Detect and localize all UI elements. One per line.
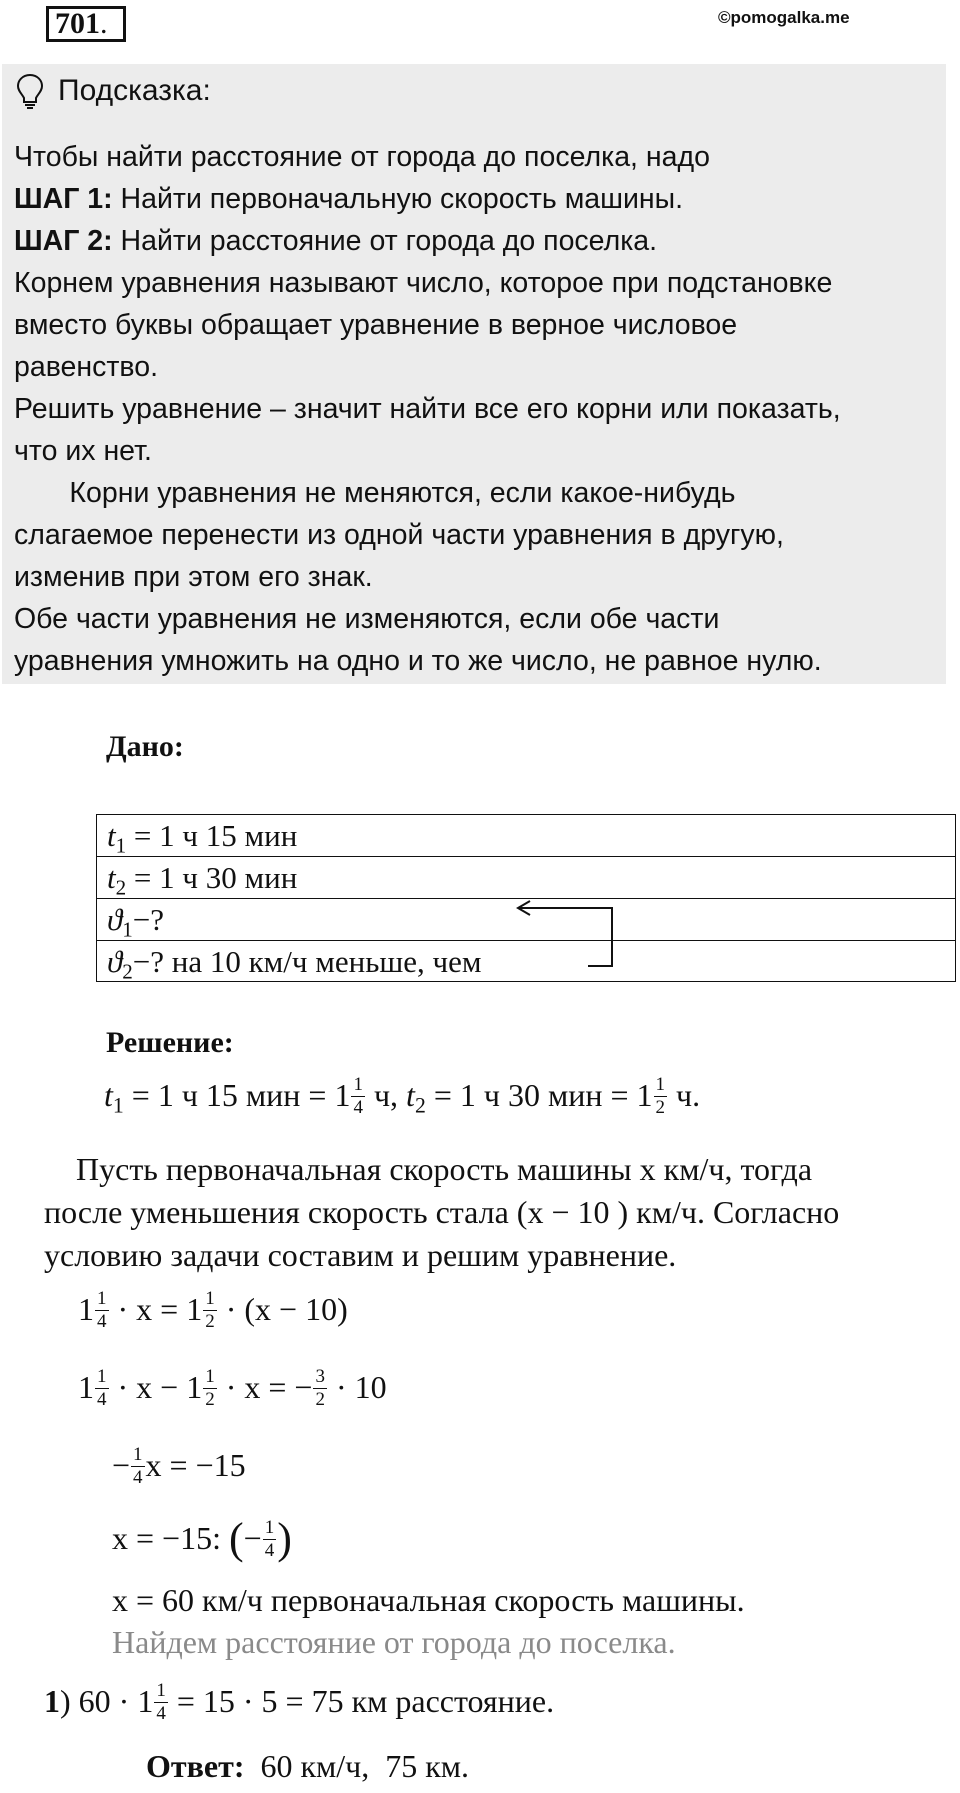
step-2-text: Найти расстояние от города до поселка. bbox=[112, 225, 658, 257]
step-1-calculation: 1) 60 · 1 $\frac{1}{4}$ = 15 · 5 = 75 км расстояние. bbox=[44, 1680, 555, 1724]
hint-line: Корнем уравнения называют число, которое при подстановке bbox=[14, 267, 833, 299]
task-number-dot: . bbox=[100, 7, 108, 40]
hint-line: уравнения умножить на одно и то же число, не равное нулю. bbox=[14, 645, 822, 677]
hint-line: что их нет. bbox=[14, 435, 152, 467]
reference-arrow-icon bbox=[96, 814, 956, 982]
step-heading: Найдем расстояние от города до поселка. bbox=[112, 1624, 676, 1660]
step-2-label: ШАГ 2: bbox=[14, 225, 113, 257]
given-var: ϑ bbox=[107, 944, 123, 979]
solution-paragraph: Пусть первоначальная скорость машины х км/ч, тогда bbox=[44, 1151, 813, 1187]
hint-step-2 bbox=[14, 220, 657, 262]
equation-4: х = −15: (− $\frac{1}{4}$ ) bbox=[112, 1514, 292, 1563]
hint-line: равенство. bbox=[14, 351, 159, 383]
fraction: $\frac{1}{4}$ bbox=[156, 1680, 166, 1724]
given-text: −? на 10 км/ч меньше, чем bbox=[132, 944, 482, 979]
given-sub: 2 bbox=[115, 875, 127, 900]
watermark: ©pomogalka.me bbox=[718, 8, 850, 27]
hint-line: изменив при этом его знак. bbox=[14, 561, 373, 593]
equation-1: 1 $\frac{1}{4}$ · х = 1 $\frac{1}{2}$ · (х − 10) bbox=[78, 1288, 348, 1332]
fraction: $\frac{1}{4}$ bbox=[264, 1517, 275, 1561]
var-t1: t bbox=[104, 1076, 113, 1113]
hint-line: Решить уравнение – значит найти все его корни или показать, bbox=[14, 393, 841, 425]
given-var: t bbox=[107, 860, 116, 895]
given-text: −? bbox=[132, 902, 165, 937]
answer-label: Ответ: bbox=[146, 1748, 245, 1784]
given-sub: 1 bbox=[115, 833, 127, 858]
solution-paragraph: после уменьшения скорость стала (х − 10 ) км/ч. Согласно bbox=[44, 1194, 840, 1230]
step-number: 1 bbox=[44, 1682, 60, 1719]
fraction: $\frac{1}{4}$ bbox=[353, 1074, 363, 1118]
hint-step-1 bbox=[14, 178, 683, 220]
step-1-label: ШАГ 1: bbox=[14, 183, 113, 215]
step-1-text: Найти первоначальную скорость машины. bbox=[112, 183, 684, 215]
task-number: 701 bbox=[55, 7, 100, 40]
answer-text: 60 км/ч, 75 км. bbox=[244, 1748, 470, 1784]
answer-line bbox=[146, 1748, 469, 1785]
fraction: $\frac{1}{4}$ bbox=[133, 1444, 143, 1488]
equation-5: х = 60 км/ч первоначальная скорость машины. bbox=[112, 1582, 745, 1618]
fraction: $\frac{1}{2}$ bbox=[655, 1074, 665, 1118]
given-sub: 1 bbox=[122, 917, 133, 942]
equation-3: − $\frac{1}{4}$ х = −15 bbox=[112, 1444, 246, 1488]
hint-line: слагаемое перенести из одной части уравнения в другую, bbox=[14, 519, 784, 551]
hint-line: Корни уравнения не меняются, если какое-нибудь bbox=[14, 477, 736, 509]
equation-2: 1 $\frac{1}{4}$ · х − 1 $\frac{1}{2}$ · х = − $\frac{3}{2}$ · 10 bbox=[78, 1366, 387, 1410]
fraction: $\frac{1}{4}$ bbox=[97, 1366, 107, 1410]
text: ч, bbox=[365, 1076, 407, 1113]
hint-line: вместо буквы обращает уравнение в верное числовое bbox=[14, 309, 738, 341]
hint-line: Чтобы найти расстояние от города до поселка, надо bbox=[14, 141, 710, 173]
given-text: = 1 ч 30 мин bbox=[126, 860, 298, 895]
sub: 1 bbox=[112, 1093, 124, 1118]
fraction: $\frac{1}{4}$ bbox=[97, 1288, 107, 1332]
given-label: Дано: bbox=[106, 730, 184, 763]
sub: 2 bbox=[414, 1093, 426, 1118]
given-text: = 1 ч 15 мин bbox=[126, 818, 298, 853]
hint-line: Обе части уравнения не изменяются, если обе части bbox=[14, 603, 720, 635]
fraction: $\frac{3}{2}$ bbox=[315, 1366, 325, 1410]
solution-label: Решение: bbox=[106, 1026, 234, 1059]
solution-paragraph: условию задачи составим и решим уравнение. bbox=[44, 1237, 677, 1273]
time-conversion bbox=[104, 1076, 700, 1121]
hint-title: Подсказка: bbox=[58, 74, 211, 107]
fraction: $\frac{1}{2}$ bbox=[205, 1366, 215, 1410]
given-var: t bbox=[107, 818, 116, 853]
text: = 1 ч 30 мин = 1 bbox=[425, 1076, 653, 1113]
text: = 1 ч 15 мин = 1 bbox=[123, 1076, 351, 1113]
lightbulb-icon bbox=[14, 72, 46, 110]
given-var: ϑ bbox=[107, 902, 123, 937]
text: ч. bbox=[668, 1076, 701, 1113]
fraction: $\frac{1}{2}$ bbox=[205, 1288, 215, 1332]
given-sub: 2 bbox=[122, 959, 133, 984]
var-t2: t bbox=[406, 1076, 415, 1113]
task-number-box bbox=[46, 6, 126, 42]
